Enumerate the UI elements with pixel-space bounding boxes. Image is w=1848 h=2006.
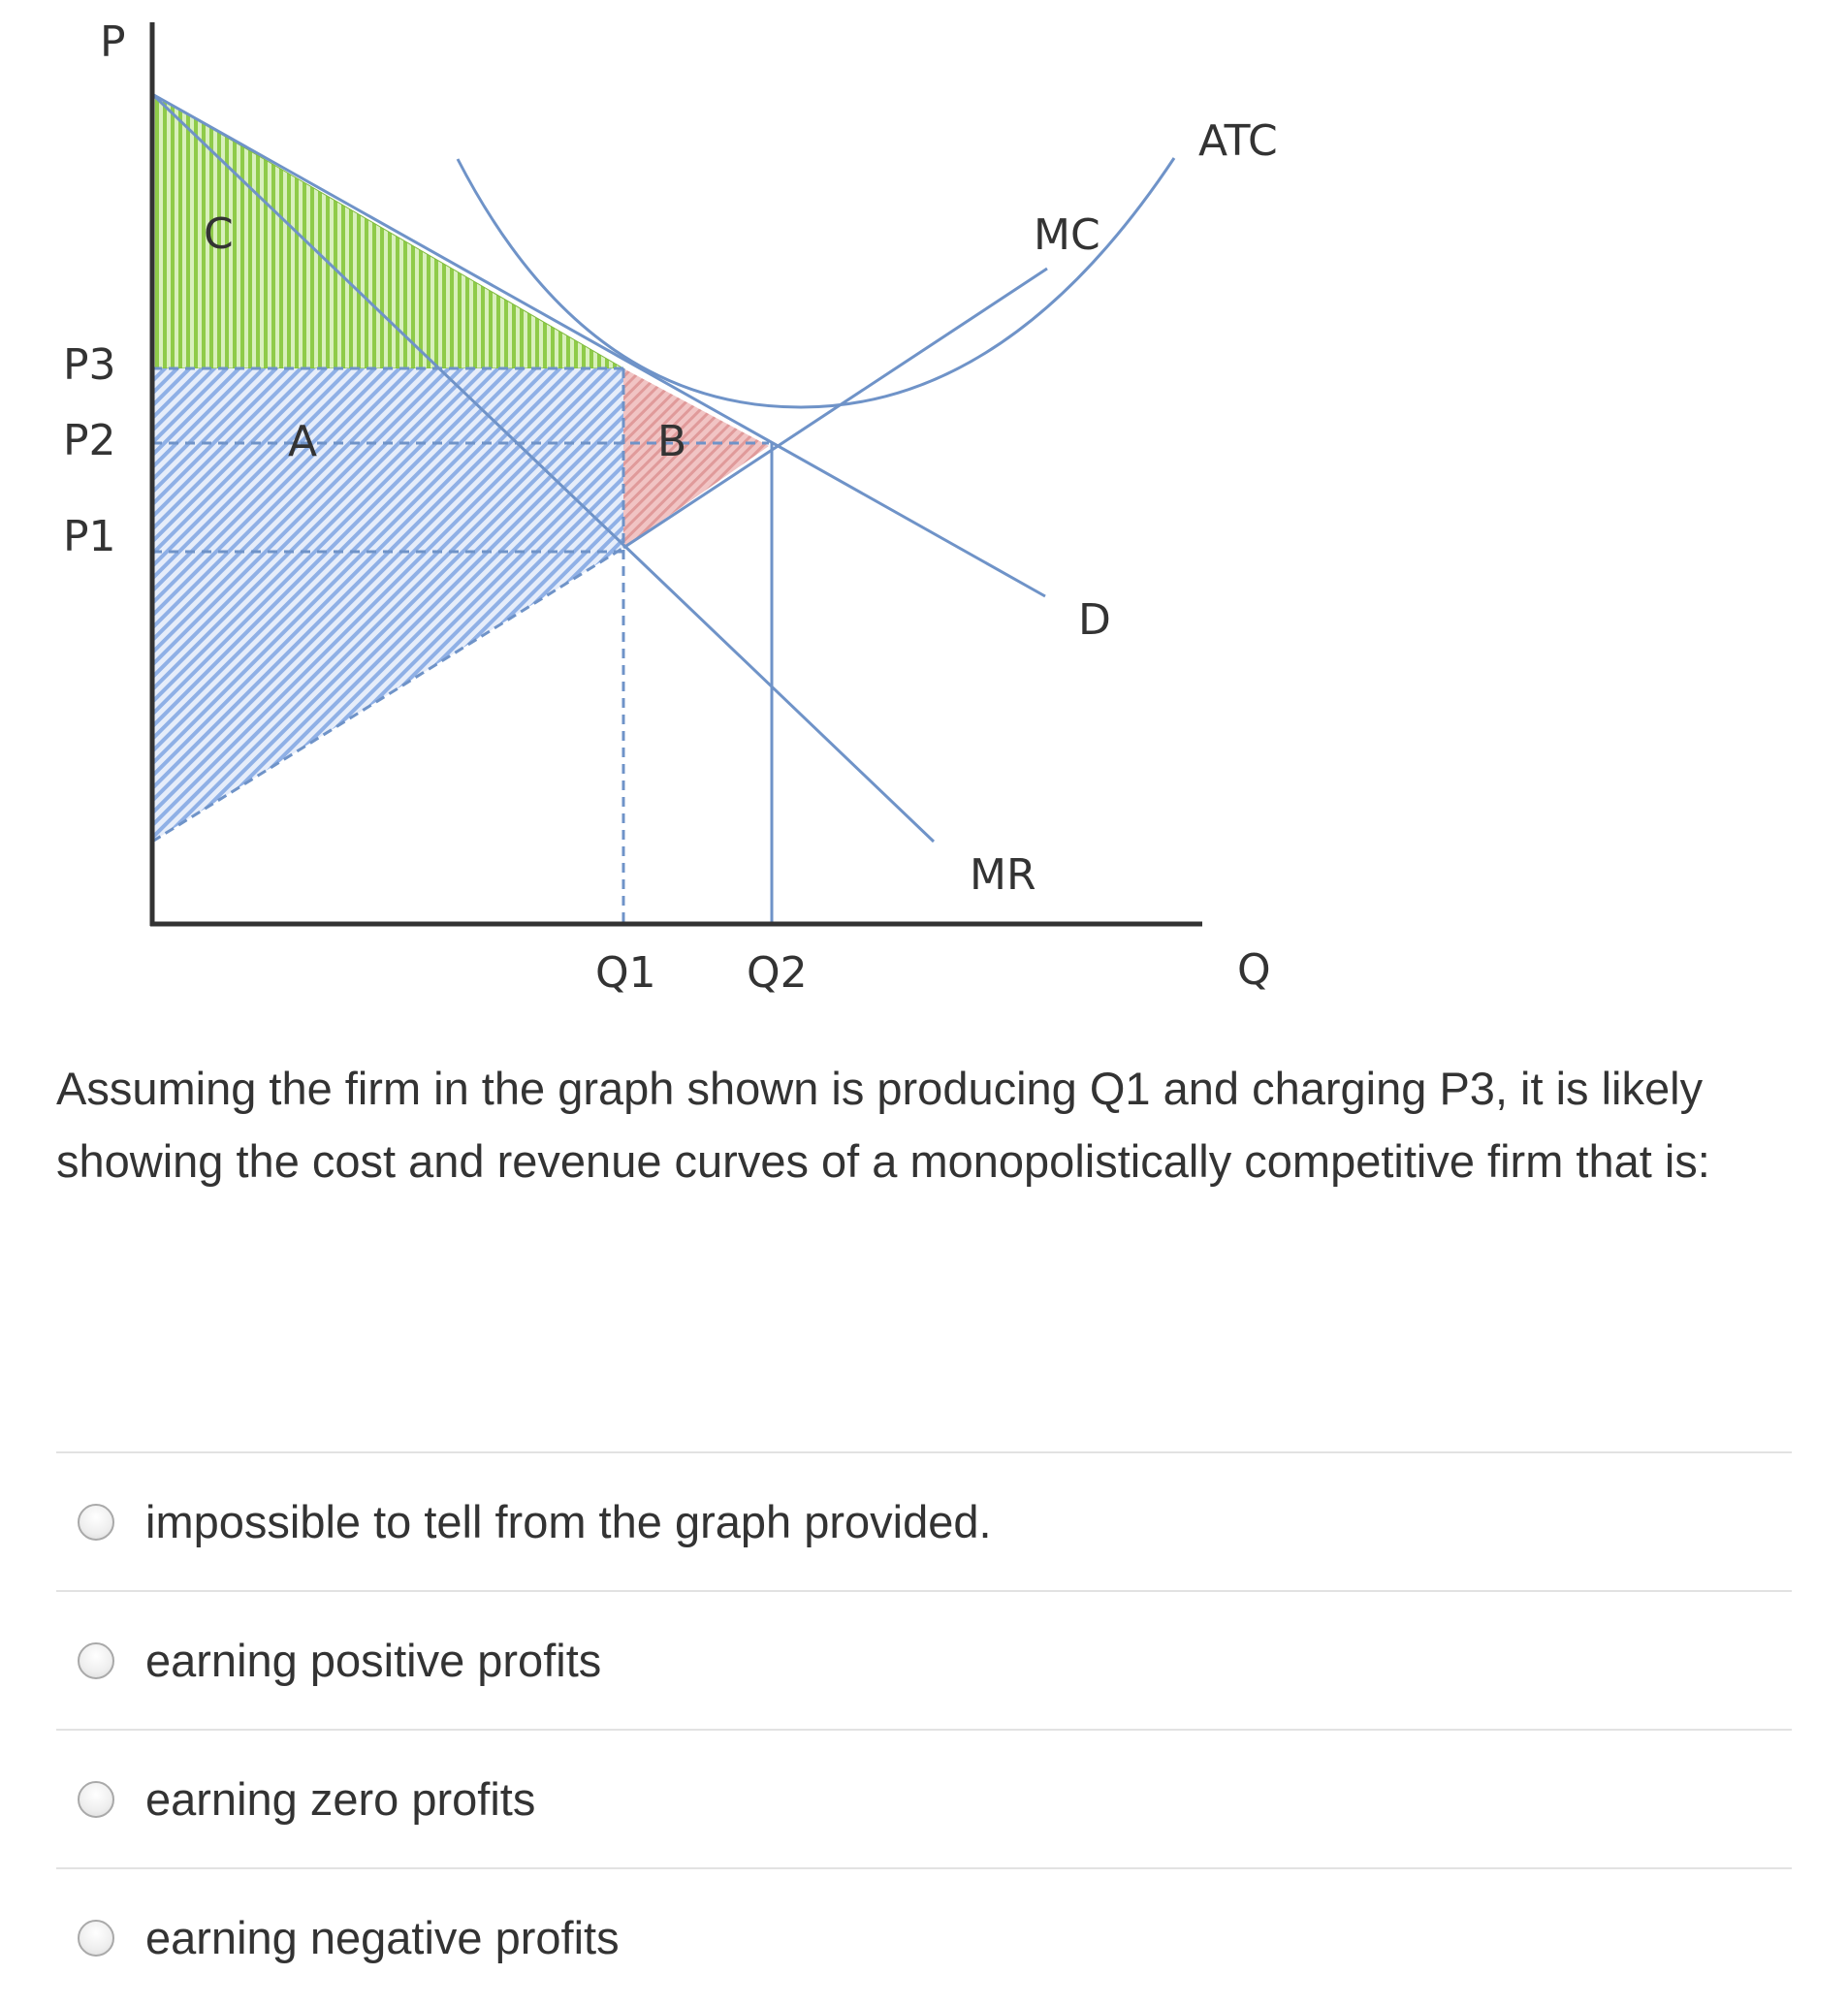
radio-button[interactable] — [78, 1642, 114, 1679]
p2-label: P2 — [63, 416, 116, 465]
price-axis-label: P — [100, 17, 126, 67]
p1-label: P1 — [63, 512, 116, 561]
question-text: Assuming the firm in the graph shown is producing Q1 and charging P3, it is likely showing the cost and revenue curves of a monopolistically competitive firm that is: — [56, 1063, 1710, 1187]
option-zero-profits[interactable] — [56, 1731, 1792, 1869]
radio-button[interactable] — [78, 1920, 114, 1957]
area-c-label: C — [204, 209, 234, 259]
option-positive-profits[interactable] — [56, 1592, 1792, 1731]
option-label: earning zero profits — [145, 1773, 536, 1825]
q1-label: Q1 — [595, 948, 656, 998]
quantity-axis-label: Q — [1237, 945, 1271, 995]
p3-label: P3 — [63, 340, 116, 390]
area-a-shading — [152, 368, 623, 842]
area-a-label: A — [288, 417, 318, 466]
area-b-label: B — [657, 417, 687, 466]
mc-label: MC — [1034, 210, 1100, 260]
atc-label: ATC — [1198, 116, 1278, 166]
answer-options — [56, 1451, 1792, 2006]
option-label: earning negative profits — [145, 1912, 620, 1963]
option-label: earning positive profits — [145, 1635, 602, 1686]
radio-button[interactable] — [78, 1504, 114, 1541]
q2-label: Q2 — [747, 948, 808, 998]
option-negative-profits[interactable] — [56, 1869, 1792, 2006]
option-impossible-to-tell[interactable] — [56, 1453, 1792, 1592]
d-label: D — [1078, 595, 1111, 645]
radio-button[interactable] — [78, 1781, 114, 1818]
option-label: impossible to tell from the graph provided. — [145, 1496, 992, 1547]
mr-label: MR — [970, 850, 1036, 900]
area-b-shading — [623, 368, 769, 548]
